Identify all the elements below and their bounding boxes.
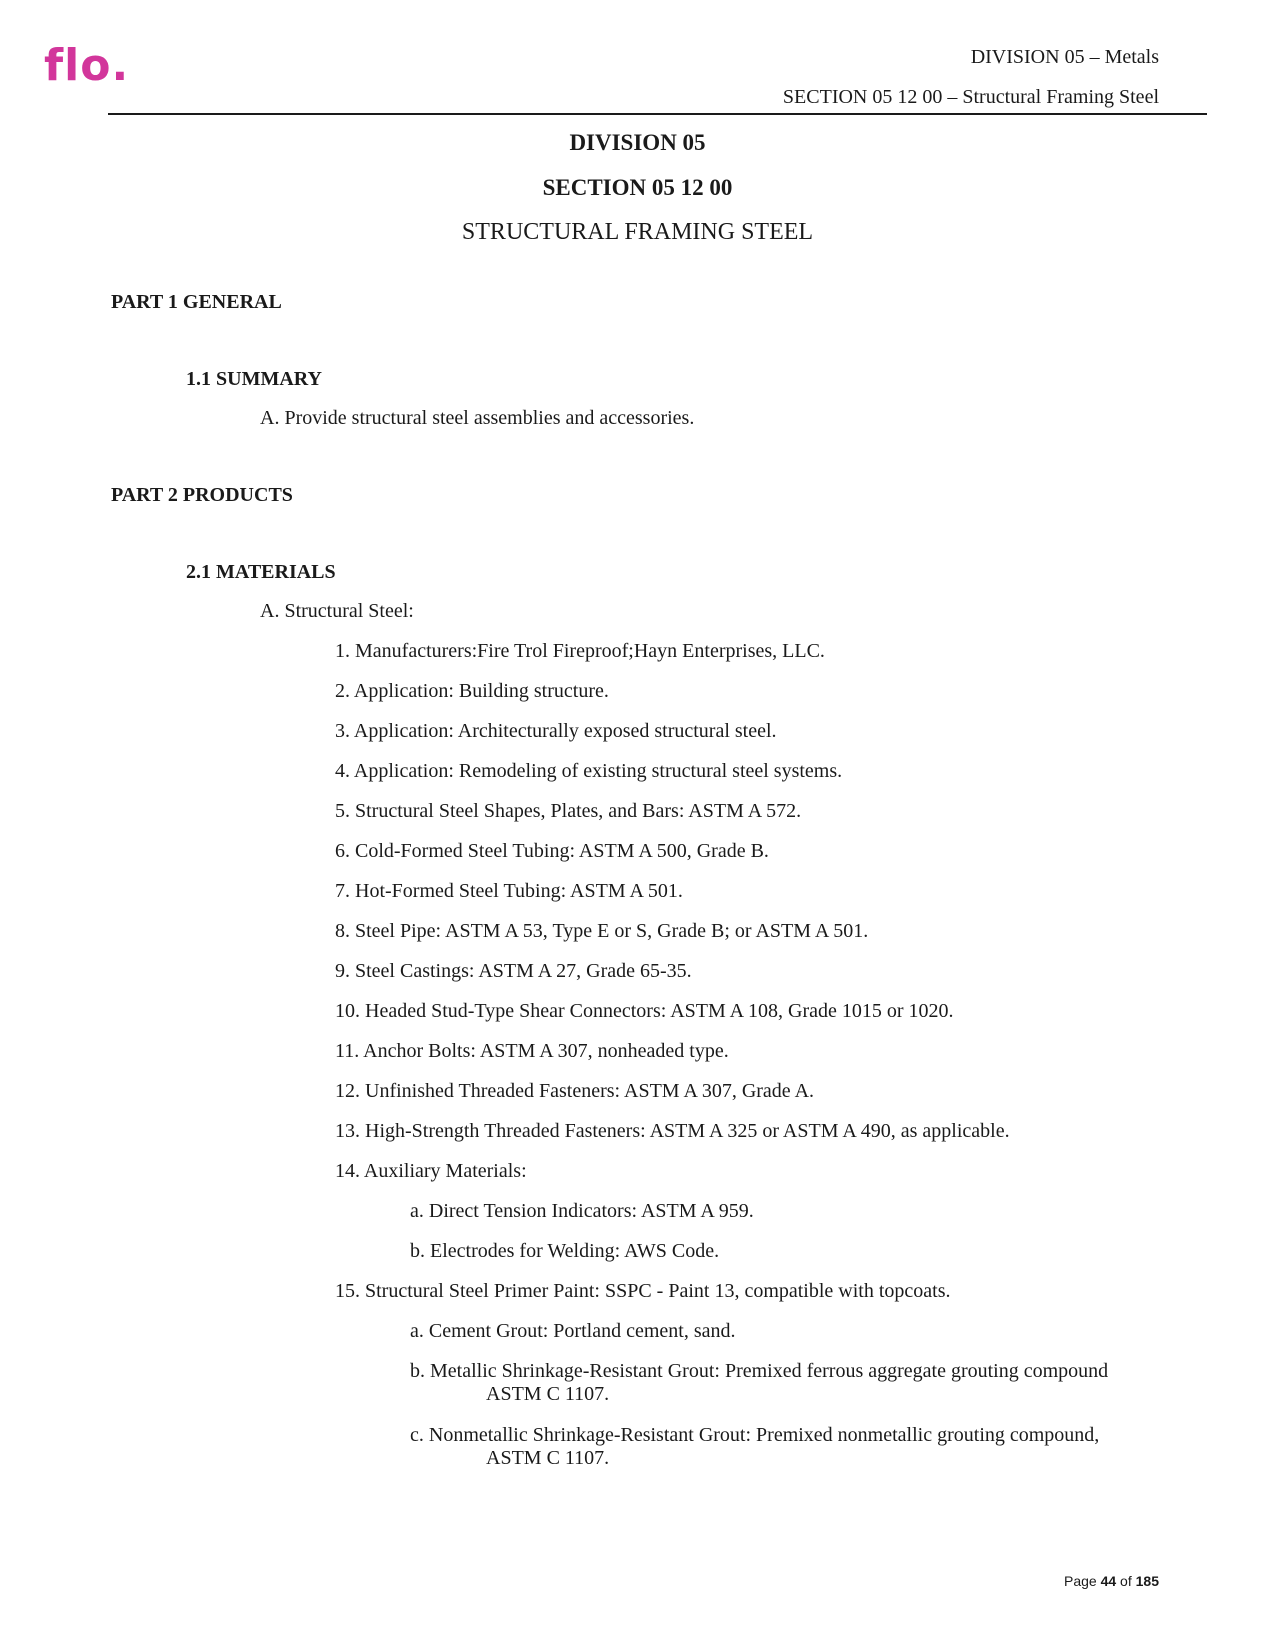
part1-heading: PART 1 GENERAL [111, 291, 282, 313]
structural-steel-item: A. Structural Steel: [260, 600, 414, 622]
title-section: SECTION 05 12 00 [542, 175, 733, 200]
list-item: 12. Unfinished Threaded Fasteners: ASTM A 307, Grade A. [335, 1080, 815, 1102]
list-item: 9. Steel Castings: ASTM A 27, Grade 65-35. [335, 960, 692, 982]
page-prefix: Page [1064, 1573, 1101, 1589]
list-item: 4. Application: Remodeling of existing structural steel systems. [335, 760, 843, 782]
sub-list-item-continuation: ASTM C 1107. [486, 1447, 610, 1469]
page-total: 185 [1135, 1573, 1159, 1589]
summary-item-a: A. Provide structural steel assemblies and accessories. [260, 407, 695, 429]
sub-list-item: b. Electrodes for Welding: AWS Code. [410, 1240, 720, 1262]
header-rule [108, 113, 1207, 115]
flo-logo: flo. [44, 40, 130, 91]
sub-list-item [410, 1360, 1190, 1406]
list-item: 11. Anchor Bolts: ASTM A 307, nonheaded type. [335, 1040, 729, 1062]
header-division: DIVISION 05 – Metals [970, 46, 1159, 68]
list-item: 14. Auxiliary Materials: [335, 1160, 527, 1182]
list-item: 6. Cold-Formed Steel Tubing: ASTM A 500, Grade B. [335, 840, 769, 862]
list-item: 10. Headed Stud-Type Shear Connectors: ASTM A 108, Grade 1015 or 1020. [335, 1000, 954, 1022]
sub-list-item: a. Direct Tension Indicators: ASTM A 959. [410, 1200, 754, 1222]
list-item: 8. Steel Pipe: ASTM A 53, Type E or S, Grade B; or ASTM A 501. [335, 920, 869, 942]
list-item: 3. Application: Architecturally exposed structural steel. [335, 720, 777, 742]
materials-heading: 2.1 MATERIALS [186, 561, 336, 583]
sub-list-item-text: c. Nonmetallic Shrinkage-Resistant Grout: Premixed nonmetallic grouting compound, [410, 1424, 1100, 1446]
page-number [1064, 1573, 1159, 1589]
summary-heading: 1.1 SUMMARY [186, 368, 322, 390]
list-item: 7. Hot-Formed Steel Tubing: ASTM A 501. [335, 880, 683, 902]
header-section: SECTION 05 12 00 – Structural Framing Steel [782, 86, 1159, 108]
list-item: 5. Structural Steel Shapes, Plates, and Bars: ASTM A 572. [335, 800, 802, 822]
list-item: 1. Manufacturers:Fire Trol Fireproof;Hayn Enterprises, LLC. [335, 640, 825, 662]
page-of: of [1116, 1573, 1136, 1589]
title-name: STRUCTURAL FRAMING STEEL [461, 219, 814, 245]
sub-list-item-text: b. Metallic Shrinkage-Resistant Grout: Premixed ferrous aggregate grouting compound [410, 1360, 1109, 1382]
sub-list-item [410, 1424, 1190, 1470]
sub-list-item-continuation: ASTM C 1107. [486, 1383, 610, 1405]
sub-list-item-text: a. Cement Grout: Portland cement, sand. [410, 1320, 736, 1342]
sub-list-item [410, 1320, 1190, 1343]
list-item: 15. Structural Steel Primer Paint: SSPC - Paint 13, compatible with topcoats. [335, 1280, 951, 1302]
title-division: DIVISION 05 [569, 130, 706, 155]
page-current: 44 [1100, 1573, 1117, 1589]
part2-heading: PART 2 PRODUCTS [111, 484, 293, 506]
list-item: 13. High-Strength Threaded Fasteners: ASTM A 325 or ASTM A 490, as applicable. [335, 1120, 1010, 1142]
list-item: 2. Application: Building structure. [335, 680, 609, 702]
